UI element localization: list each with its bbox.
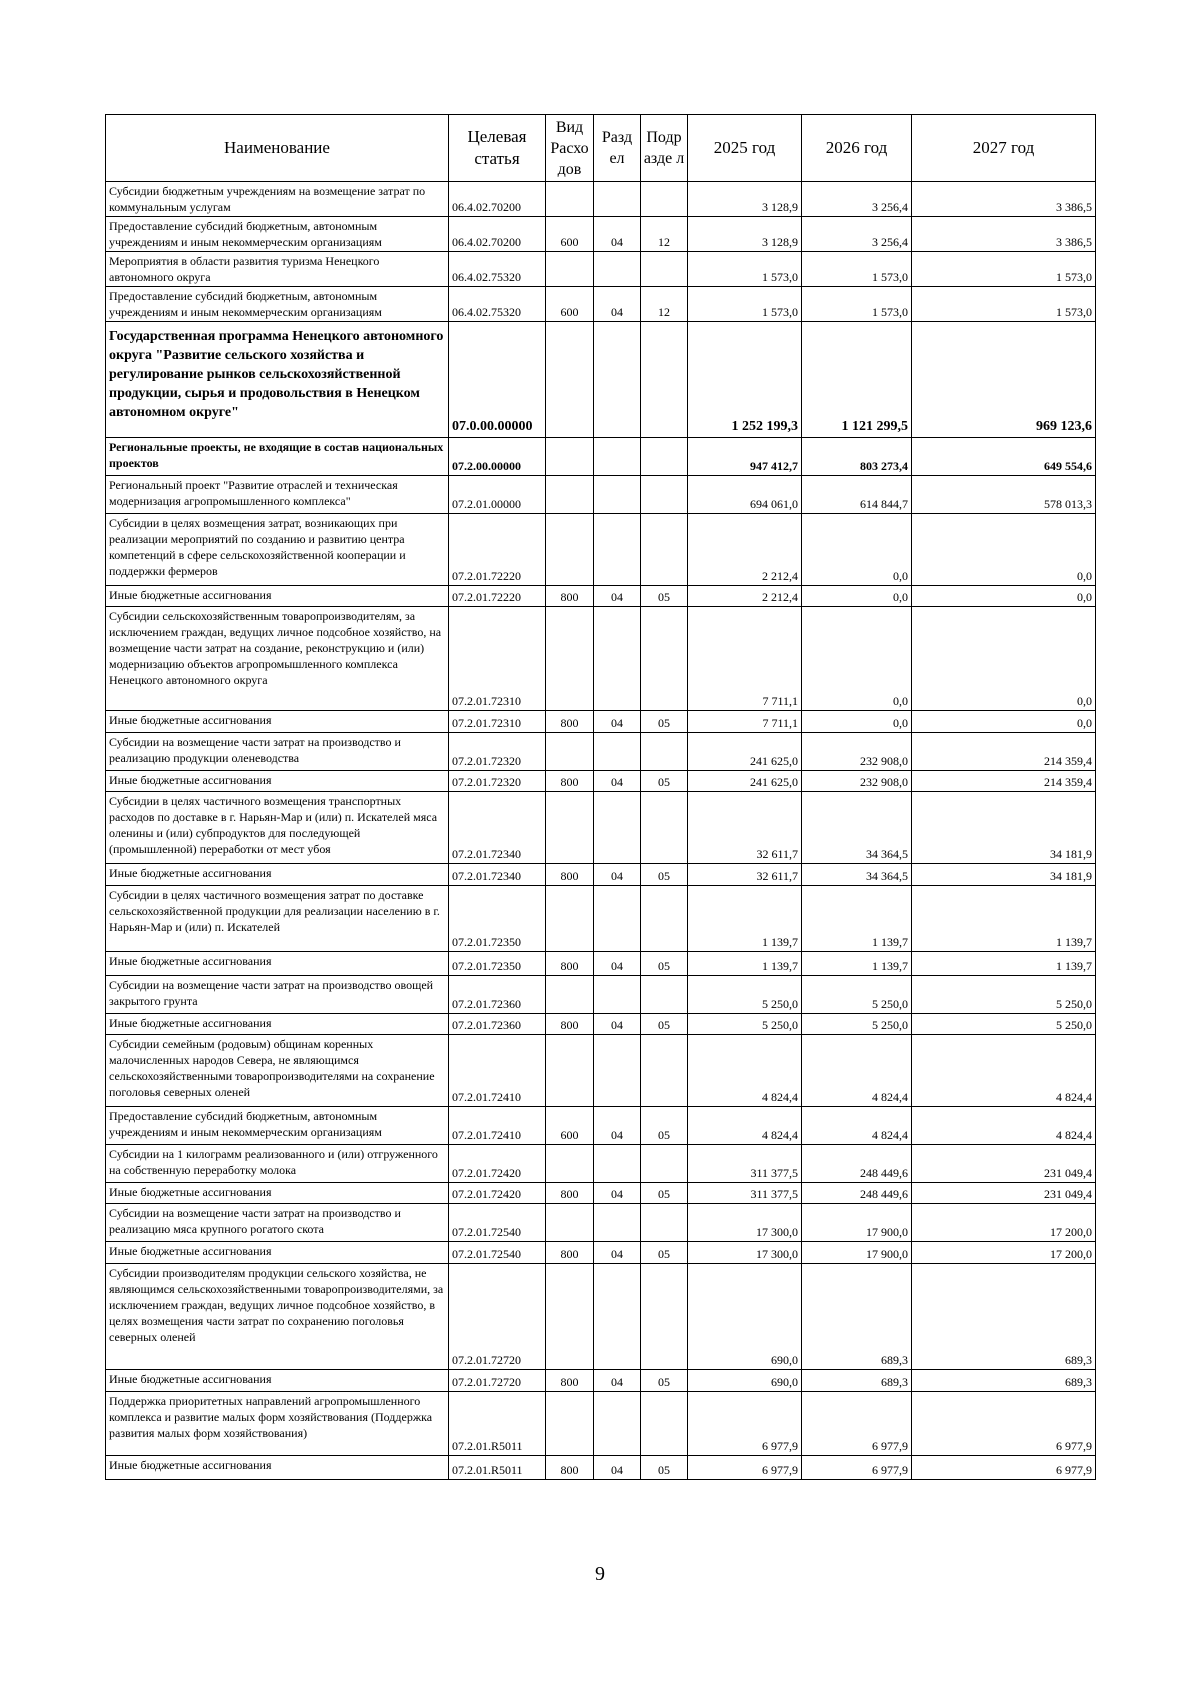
row-target-article: 07.2.01.72360 — [449, 976, 546, 1014]
row-name: Региональный проект "Развитие отраслей и техническая модернизация агропромышленного комплекса" — [106, 476, 449, 514]
table-row — [106, 1242, 1096, 1264]
row-subsection: 05 — [641, 1456, 688, 1480]
header-target-article: Целевая статья — [449, 115, 546, 182]
row-name: Региональные проекты, не входящие в состав национальных проектов — [106, 438, 449, 476]
row-target-article: 07.2.01.72310 — [449, 711, 546, 733]
row-target-article: 06.4.02.70200 — [449, 217, 546, 252]
row-expense-type — [546, 733, 594, 771]
row-subsection — [641, 733, 688, 771]
row-amount-2025: 311 377,5 — [688, 1183, 802, 1204]
row-amount-2026: 0,0 — [802, 514, 912, 586]
row-expense-type: 800 — [546, 1456, 594, 1480]
row-section: 04 — [594, 1183, 641, 1204]
row-amount-2026: 248 449,6 — [802, 1183, 912, 1204]
row-expense-type: 600 — [546, 1107, 594, 1145]
row-name: Иные бюджетные ассигнования — [106, 586, 449, 607]
row-section — [594, 514, 641, 586]
header-subsection: Подр азде л — [641, 115, 688, 182]
row-section — [594, 1392, 641, 1456]
row-expense-type — [546, 607, 594, 711]
table-row — [106, 771, 1096, 792]
row-amount-2025: 2 212,4 — [688, 514, 802, 586]
row-amount-2026: 1 121 299,5 — [802, 322, 912, 438]
row-target-article: 07.2.01.R5011 — [449, 1456, 546, 1480]
row-subsection — [641, 182, 688, 217]
row-amount-2025: 690,0 — [688, 1264, 802, 1370]
row-expense-type: 800 — [546, 711, 594, 733]
row-expense-type — [546, 322, 594, 438]
row-name: Субсидии на 1 килограмм реализованного и (или) отгруженного на собственную переработку молока — [106, 1145, 449, 1183]
row-amount-2026: 0,0 — [802, 586, 912, 607]
row-subsection: 05 — [641, 952, 688, 976]
row-amount-2025: 3 128,9 — [688, 182, 802, 217]
row-amount-2025: 6 977,9 — [688, 1456, 802, 1480]
row-section — [594, 1145, 641, 1183]
row-amount-2026: 4 824,4 — [802, 1035, 912, 1107]
row-target-article: 07.2.01.72720 — [449, 1264, 546, 1370]
row-section — [594, 733, 641, 771]
row-amount-2026: 3 256,4 — [802, 182, 912, 217]
row-amount-2026: 1 139,7 — [802, 952, 912, 976]
table-row — [106, 886, 1096, 952]
row-name: Предоставление субсидий бюджетным, автономным учреждениям и иным некоммерческим организациям — [106, 217, 449, 252]
row-section: 04 — [594, 1014, 641, 1035]
table-row — [106, 252, 1096, 287]
row-amount-2025: 690,0 — [688, 1370, 802, 1392]
row-amount-2027: 5 250,0 — [912, 1014, 1096, 1035]
row-target-article: 07.2.01.72540 — [449, 1242, 546, 1264]
row-amount-2026: 1 573,0 — [802, 252, 912, 287]
row-subsection: 05 — [641, 711, 688, 733]
header-expense-type: Вид Расхо дов — [546, 115, 594, 182]
table-header-row — [106, 115, 1096, 182]
row-section: 04 — [594, 711, 641, 733]
row-amount-2027: 4 824,4 — [912, 1035, 1096, 1107]
row-amount-2027: 689,3 — [912, 1370, 1096, 1392]
header-name: Наименование — [106, 115, 449, 182]
header-2027: 2027 год — [912, 115, 1096, 182]
row-subsection: 05 — [641, 1242, 688, 1264]
row-amount-2025: 1 139,7 — [688, 886, 802, 952]
row-name: Иные бюджетные ассигнования — [106, 1242, 449, 1264]
row-amount-2025: 5 250,0 — [688, 976, 802, 1014]
row-amount-2027: 6 977,9 — [912, 1392, 1096, 1456]
row-amount-2025: 311 377,5 — [688, 1145, 802, 1183]
row-target-article: 07.2.01.72410 — [449, 1035, 546, 1107]
row-subsection: 05 — [641, 1107, 688, 1145]
row-amount-2025: 7 711,1 — [688, 607, 802, 711]
row-target-article: 07.2.01.72540 — [449, 1204, 546, 1242]
row-section — [594, 322, 641, 438]
row-amount-2027: 6 977,9 — [912, 1456, 1096, 1480]
row-subsection — [641, 1264, 688, 1370]
budget-table — [105, 114, 1096, 1480]
row-amount-2026: 0,0 — [802, 607, 912, 711]
row-amount-2026: 689,3 — [802, 1370, 912, 1392]
row-section — [594, 1204, 641, 1242]
row-amount-2027: 1 573,0 — [912, 252, 1096, 287]
row-name: Субсидии семейным (родовым) общинам коренных малочисленных народов Севера, не являющимся сельскохозяйственными товаропроизводителями на сохранение поголовья северных оленей — [106, 1035, 449, 1107]
row-amount-2026: 803 273,4 — [802, 438, 912, 476]
row-name: Предоставление субсидий бюджетным, автономным учреждениям и иным некоммерческим организациям — [106, 1107, 449, 1145]
table-row — [106, 976, 1096, 1014]
row-amount-2026: 4 824,4 — [802, 1107, 912, 1145]
row-amount-2025: 32 611,7 — [688, 792, 802, 864]
row-amount-2027: 231 049,4 — [912, 1145, 1096, 1183]
header-section: Разд ел — [594, 115, 641, 182]
row-amount-2027: 1 573,0 — [912, 287, 1096, 322]
row-amount-2027: 34 181,9 — [912, 792, 1096, 864]
table-row — [106, 792, 1096, 864]
row-subsection — [641, 607, 688, 711]
row-target-article: 07.2.01.72720 — [449, 1370, 546, 1392]
row-subsection: 12 — [641, 287, 688, 322]
row-name: Иные бюджетные ассигнования — [106, 864, 449, 886]
row-section: 04 — [594, 771, 641, 792]
row-target-article: 07.2.01.72320 — [449, 733, 546, 771]
row-amount-2027: 0,0 — [912, 711, 1096, 733]
row-name: Субсидии на возмещение части затрат на производство овощей закрытого грунта — [106, 976, 449, 1014]
row-amount-2027: 1 139,7 — [912, 952, 1096, 976]
row-section: 04 — [594, 864, 641, 886]
row-section — [594, 976, 641, 1014]
row-expense-type: 800 — [546, 586, 594, 607]
table-row — [106, 476, 1096, 514]
row-section — [594, 252, 641, 287]
table-row — [106, 1204, 1096, 1242]
row-amount-2025: 1 139,7 — [688, 952, 802, 976]
row-expense-type — [546, 1035, 594, 1107]
row-subsection — [641, 514, 688, 586]
table-row — [106, 1456, 1096, 1480]
row-target-article: 07.2.01.72320 — [449, 771, 546, 792]
row-name: Субсидии в целях возмещения затрат, возникающих при реализации мероприятий по созданию и развитию центра компетенций в сфере сельскохозяйственной кооперации и поддержки фермеров — [106, 514, 449, 586]
row-amount-2026: 614 844,7 — [802, 476, 912, 514]
row-amount-2026: 34 364,5 — [802, 792, 912, 864]
row-amount-2025: 1 573,0 — [688, 287, 802, 322]
row-section: 04 — [594, 1107, 641, 1145]
row-name: Субсидии на возмещение части затрат на производство и реализацию мяса крупного рогатого скота — [106, 1204, 449, 1242]
row-subsection — [641, 1145, 688, 1183]
row-expense-type: 800 — [546, 1370, 594, 1392]
table-row — [106, 607, 1096, 711]
row-expense-type: 800 — [546, 1183, 594, 1204]
row-section — [594, 886, 641, 952]
row-target-article: 07.2.01.72350 — [449, 952, 546, 976]
row-section — [594, 607, 641, 711]
row-subsection — [641, 252, 688, 287]
row-amount-2026: 6 977,9 — [802, 1456, 912, 1480]
row-name: Субсидии в целях частичного возмещения транспортных расходов по доставке в г. Нарьян-Мар и (или) п. Искателей мяса оленины и (или) субпродуктов для последующей (промышленной) переработки от мест убоя — [106, 792, 449, 864]
row-section — [594, 792, 641, 864]
row-section — [594, 1264, 641, 1370]
row-amount-2026: 3 256,4 — [802, 217, 912, 252]
row-amount-2027: 0,0 — [912, 607, 1096, 711]
row-subsection: 05 — [641, 1014, 688, 1035]
row-subsection — [641, 976, 688, 1014]
table-row — [106, 1370, 1096, 1392]
row-amount-2026: 0,0 — [802, 711, 912, 733]
row-amount-2025: 32 611,7 — [688, 864, 802, 886]
row-amount-2026: 689,3 — [802, 1264, 912, 1370]
row-expense-type — [546, 252, 594, 287]
row-name: Иные бюджетные ассигнования — [106, 771, 449, 792]
row-section: 04 — [594, 1456, 641, 1480]
table-row — [106, 1183, 1096, 1204]
row-expense-type: 800 — [546, 864, 594, 886]
row-amount-2025: 6 977,9 — [688, 1392, 802, 1456]
row-name: Субсидии бюджетным учреждениям на возмещение затрат по коммунальным услугам — [106, 182, 449, 217]
row-subsection — [641, 1392, 688, 1456]
row-amount-2027: 649 554,6 — [912, 438, 1096, 476]
row-expense-type: 800 — [546, 952, 594, 976]
row-expense-type — [546, 514, 594, 586]
table-body — [106, 182, 1096, 1480]
row-name: Иные бюджетные ассигнования — [106, 1370, 449, 1392]
row-section — [594, 182, 641, 217]
row-target-article: 07.2.01.72410 — [449, 1107, 546, 1145]
row-target-article: 07.2.01.72220 — [449, 586, 546, 607]
row-subsection: 05 — [641, 1370, 688, 1392]
table-row — [106, 438, 1096, 476]
row-section: 04 — [594, 586, 641, 607]
row-target-article: 07.2.01.72220 — [449, 514, 546, 586]
row-expense-type — [546, 1392, 594, 1456]
row-amount-2025: 3 128,9 — [688, 217, 802, 252]
header-2026: 2026 год — [802, 115, 912, 182]
row-amount-2027: 4 824,4 — [912, 1107, 1096, 1145]
row-expense-type — [546, 1145, 594, 1183]
row-amount-2026: 1 139,7 — [802, 886, 912, 952]
row-subsection — [641, 476, 688, 514]
row-name: Иные бюджетные ассигнования — [106, 1183, 449, 1204]
row-amount-2026: 248 449,6 — [802, 1145, 912, 1183]
table-row — [106, 1107, 1096, 1145]
row-name: Государственная программа Ненецкого автономного округа "Развитие сельского хозяйства и регулирование рынков сельскохозяйственной продукции, сырья и продовольствия в Ненецком автономном округе" — [106, 322, 449, 438]
row-subsection — [641, 886, 688, 952]
row-amount-2027: 214 359,4 — [912, 733, 1096, 771]
row-amount-2026: 5 250,0 — [802, 1014, 912, 1035]
table-row — [106, 182, 1096, 217]
row-amount-2027: 689,3 — [912, 1264, 1096, 1370]
table-row — [106, 287, 1096, 322]
row-section: 04 — [594, 287, 641, 322]
row-expense-type: 800 — [546, 771, 594, 792]
row-amount-2027: 3 386,5 — [912, 182, 1096, 217]
row-subsection — [641, 792, 688, 864]
row-amount-2026: 1 573,0 — [802, 287, 912, 322]
row-target-article: 07.2.01.R5011 — [449, 1392, 546, 1456]
row-expense-type: 600 — [546, 287, 594, 322]
row-name: Иные бюджетные ассигнования — [106, 1456, 449, 1480]
row-target-article: 07.2.01.72360 — [449, 1014, 546, 1035]
table-row — [106, 1145, 1096, 1183]
row-subsection: 05 — [641, 864, 688, 886]
row-target-article: 07.2.01.72350 — [449, 886, 546, 952]
row-target-article: 07.2.01.72340 — [449, 792, 546, 864]
row-target-article: 07.2.01.72420 — [449, 1183, 546, 1204]
row-section — [594, 1035, 641, 1107]
row-amount-2027: 0,0 — [912, 514, 1096, 586]
row-amount-2026: 6 977,9 — [802, 1392, 912, 1456]
table-row — [106, 217, 1096, 252]
row-expense-type: 800 — [546, 1242, 594, 1264]
row-subsection — [641, 322, 688, 438]
row-amount-2025: 17 300,0 — [688, 1242, 802, 1264]
row-expense-type — [546, 886, 594, 952]
table-row — [106, 1035, 1096, 1107]
row-name: Субсидии в целях частичного возмещения затрат по доставке сельскохозяйственной продукции для реализации населению в г. Нарьян-Мар и (или) п. Искателей — [106, 886, 449, 952]
row-expense-type: 600 — [546, 217, 594, 252]
table-row — [106, 1264, 1096, 1370]
row-amount-2027: 231 049,4 — [912, 1183, 1096, 1204]
header-2025: 2025 год — [688, 115, 802, 182]
row-section: 04 — [594, 1242, 641, 1264]
row-expense-type: 800 — [546, 1014, 594, 1035]
row-amount-2026: 17 900,0 — [802, 1242, 912, 1264]
row-amount-2025: 4 824,4 — [688, 1107, 802, 1145]
row-target-article: 07.2.01.72310 — [449, 607, 546, 711]
row-expense-type — [546, 1204, 594, 1242]
row-amount-2027: 34 181,9 — [912, 864, 1096, 886]
row-amount-2025: 947 412,7 — [688, 438, 802, 476]
row-amount-2027: 1 139,7 — [912, 886, 1096, 952]
row-name: Мероприятия в области развития туризма Ненецкого автономного округа — [106, 252, 449, 287]
table-row — [106, 711, 1096, 733]
row-amount-2025: 4 824,4 — [688, 1035, 802, 1107]
row-expense-type — [546, 438, 594, 476]
row-amount-2027: 214 359,4 — [912, 771, 1096, 792]
row-amount-2027: 0,0 — [912, 586, 1096, 607]
row-amount-2026: 17 900,0 — [802, 1204, 912, 1242]
row-name: Иные бюджетные ассигнования — [106, 711, 449, 733]
row-target-article: 07.2.01.72340 — [449, 864, 546, 886]
row-expense-type — [546, 976, 594, 1014]
row-name: Предоставление субсидий бюджетным, автономным учреждениям и иным некоммерческим организациям — [106, 287, 449, 322]
row-amount-2026: 232 908,0 — [802, 771, 912, 792]
row-subsection — [641, 438, 688, 476]
row-name: Субсидии на возмещение части затрат на производство и реализацию продукции оленеводства — [106, 733, 449, 771]
row-expense-type — [546, 1264, 594, 1370]
row-amount-2025: 2 212,4 — [688, 586, 802, 607]
row-amount-2027: 578 013,3 — [912, 476, 1096, 514]
row-target-article: 07.0.00.00000 — [449, 322, 546, 438]
table-row — [106, 586, 1096, 607]
row-section — [594, 438, 641, 476]
row-amount-2027: 969 123,6 — [912, 322, 1096, 438]
row-amount-2027: 5 250,0 — [912, 976, 1096, 1014]
row-subsection: 05 — [641, 771, 688, 792]
row-subsection: 12 — [641, 217, 688, 252]
row-target-article: 06.4.02.75320 — [449, 252, 546, 287]
row-section: 04 — [594, 1370, 641, 1392]
row-amount-2025: 694 061,0 — [688, 476, 802, 514]
row-expense-type — [546, 792, 594, 864]
row-subsection — [641, 1035, 688, 1107]
row-amount-2025: 1 573,0 — [688, 252, 802, 287]
row-subsection: 05 — [641, 1183, 688, 1204]
table-row — [106, 322, 1096, 438]
row-amount-2026: 232 908,0 — [802, 733, 912, 771]
row-amount-2027: 17 200,0 — [912, 1204, 1096, 1242]
row-subsection — [641, 1204, 688, 1242]
table-row — [106, 952, 1096, 976]
row-expense-type — [546, 182, 594, 217]
row-amount-2025: 7 711,1 — [688, 711, 802, 733]
row-target-article: 06.4.02.70200 — [449, 182, 546, 217]
row-target-article: 07.2.01.00000 — [449, 476, 546, 514]
row-amount-2025: 241 625,0 — [688, 771, 802, 792]
row-name: Субсидии производителям продукции сельского хозяйства, не являющимся сельскохозяйственными товаропроизводителями, за исключением граждан, ведущих личное подсобное хозяйство, в целях возмещения части затрат по сохранению поголовья северных оленей — [106, 1264, 449, 1370]
table-row — [106, 1014, 1096, 1035]
row-amount-2025: 5 250,0 — [688, 1014, 802, 1035]
row-section: 04 — [594, 217, 641, 252]
table-row — [106, 864, 1096, 886]
row-expense-type — [546, 476, 594, 514]
row-target-article: 07.2.00.00000 — [449, 438, 546, 476]
row-name: Иные бюджетные ассигнования — [106, 952, 449, 976]
row-name: Иные бюджетные ассигнования — [106, 1014, 449, 1035]
row-amount-2026: 34 364,5 — [802, 864, 912, 886]
row-section — [594, 476, 641, 514]
row-target-article: 06.4.02.75320 — [449, 287, 546, 322]
row-amount-2025: 1 252 199,3 — [688, 322, 802, 438]
row-section: 04 — [594, 952, 641, 976]
row-amount-2027: 3 386,5 — [912, 217, 1096, 252]
table-row — [106, 733, 1096, 771]
row-name: Субсидии сельскохозяйственным товаропроизводителям, за исключением граждан, ведущих личное подсобное хозяйство, на возмещение части затрат на создание, реконструкцию и (или) модернизацию объектов агропромышленного комплекса Ненецкого автономного округа — [106, 607, 449, 711]
page-number: 9 — [595, 1563, 605, 1585]
row-target-article: 07.2.01.72420 — [449, 1145, 546, 1183]
table-row — [106, 514, 1096, 586]
row-name: Поддержка приоритетных направлений агропромышленного комплекса и развитие малых форм хозяйствования (Поддержка развития малых форм хозяйствования) — [106, 1392, 449, 1456]
row-amount-2026: 5 250,0 — [802, 976, 912, 1014]
row-amount-2025: 241 625,0 — [688, 733, 802, 771]
table-row — [106, 1392, 1096, 1456]
budget-table-container — [105, 114, 1095, 1480]
row-amount-2025: 17 300,0 — [688, 1204, 802, 1242]
row-amount-2027: 17 200,0 — [912, 1242, 1096, 1264]
row-subsection: 05 — [641, 586, 688, 607]
